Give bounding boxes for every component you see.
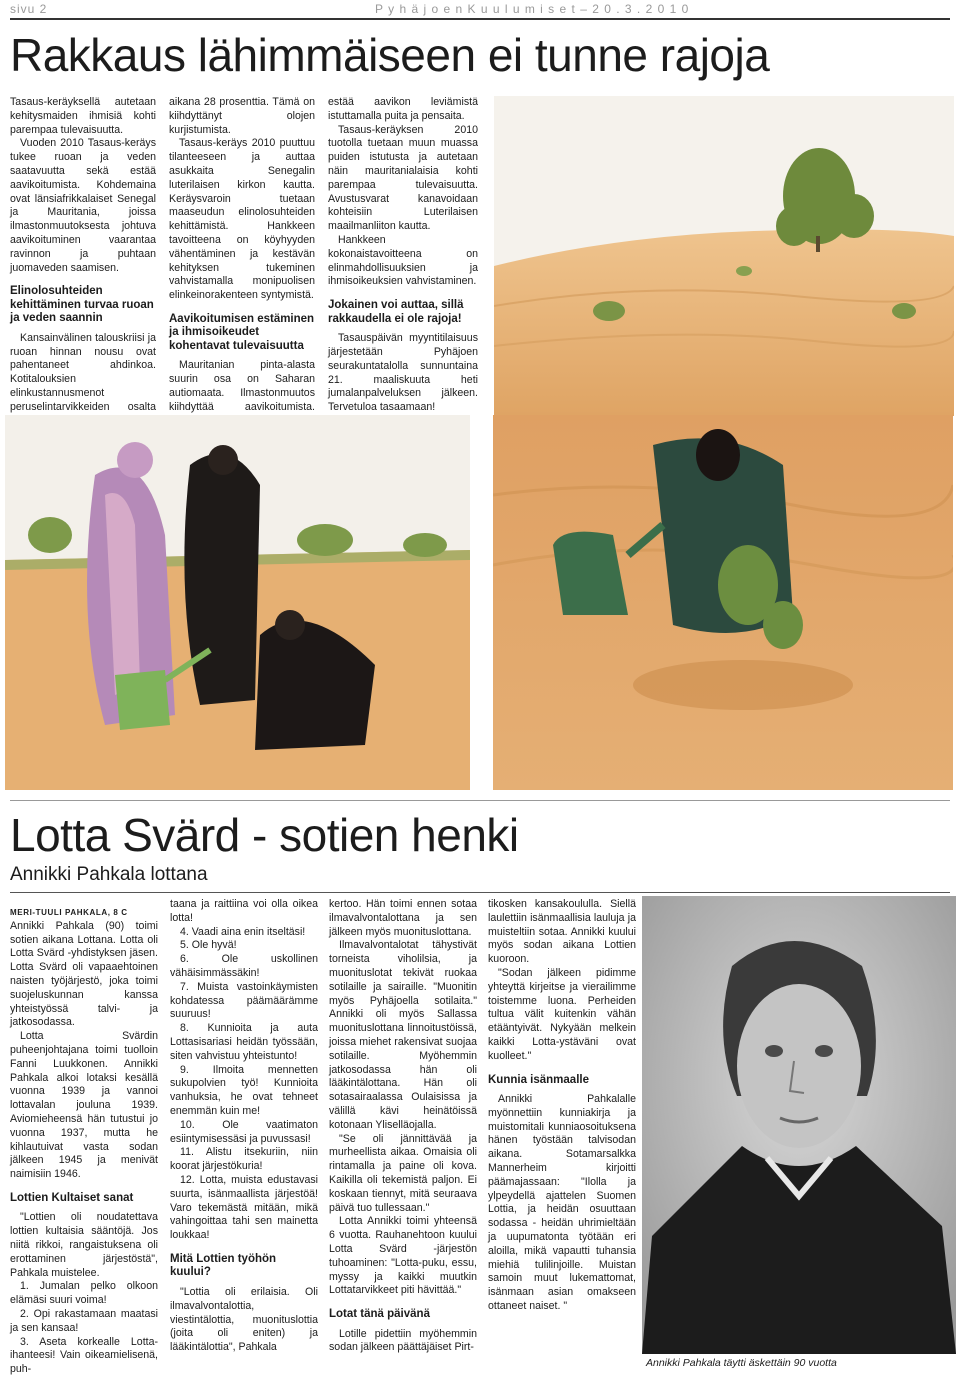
article2-paragraph: Annikki Pahkala (90) toimi sotien aikana Lottana. Lotta oli Lotta Svärd -yhdistyksen jäsen. Lotta Svärd oli vapaaehtoinen naisten työjärjestö, joka toimi suojeluskunnan kanssa yhteistyössä talvi- ja jatkosodassa. [10, 919, 158, 1029]
article1-paragraph: Hankkeen kokonaistavoitteena on elinmahdollisuuksien ja ihmisoikeuksien vahvistaminen. [328, 233, 478, 288]
article1-paragraph: Mauritanian pinta-alasta suurin osa on Saharan autiomaata. Ilmastonmuutos kiihdyttää aavikoitumista. [169, 359, 315, 413]
article2-col2 [170, 898, 318, 1355]
article1-paragraph: aikana 28 prosenttia. Tämä on kiihdyttänyt olojen kurjistumista. [169, 96, 315, 136]
desert-photo [494, 96, 954, 416]
article2-col4 [488, 898, 636, 1314]
article2-paragraph: Annikki Pahkalalle myönnettiin kunniakirja ja muistomitali kunniaosoituksena hänen työstään talvisodan aikana. Sotamarsalkka Mannerheim kirjoitti päämajassaan: "Ilolla ja ylpeydellä ajattelen Suomen Lottia, ja heidän osuuttaan sodassa - heidän uhrimieltään ja uupumatonta työtään eri aloilla, mikä vapautti tuhansia miehiä tulilinjoille. Muistan samoin muut lukemattomat, isänmaan asian omakseen ottaneet naiset. " [488, 1093, 636, 1313]
article1-paragraph: estää aavikon leviämistä istuttamalla puita ja pensaita. [328, 96, 478, 122]
rule-item: taana ja raittiina voi olla oikea lotta! [170, 898, 318, 924]
article2-paragraph: Lotta Svärdin puheenjohtajana toimi tuolloin Fanni Luukkonen. Annikki Pahkala alkoi lotaksi kesällä vuonna 1939 ja vannoi lottavalan jouluna 1939. Aviomieheensä hän tutustui jo vuonna 1937, mutta he kihlautuivat vasta sodan jälkeen 1945 ja menivät naimisiin 1946. [10, 1030, 158, 1181]
article2-subheading: Mitä Lottien työhön kuului? [170, 1252, 277, 1279]
rule-item: 12. Lotta, muista edustavasi suurta, isänmaallista järjestöä! Varo tekemästä mitään, mikä vahingoittaa tahi sen mainetta loukkaa! [170, 1173, 318, 1242]
article2-subheading: Lotat tänä päivänä [329, 1308, 430, 1321]
women-planting-photo [5, 415, 470, 790]
rule-item: 6. Ole uskollinen vähäisimmässäkin! [170, 953, 318, 979]
portrait-caption: Annikki Pahkala täytti äskettäin 90 vuotta [646, 1357, 837, 1369]
article1-paragraph: Tasauspäivän myyntitilaisuus järjestetään Pyhäjoen seurakuntatalolla sunnuntaina 21. maaliskuuta heti jumalanpalveluksen jälkeen. Tervetuloa tasaamaan! [328, 332, 478, 414]
article2-paragraph: kertoo. Hän toimi ennen sotaa ilmavalvontalottana ja sen jälkeen myös muonituslottana. [329, 898, 477, 938]
article2-paragraph: Lotille pidettiin myöhemmin sodan jälkeen päättäjäiset Pirt- [329, 1327, 477, 1354]
article2-rule [10, 892, 950, 893]
article2-paragraph: "Sodan jälkeen pidimme yhteyttä kirjeitse ja vierailimme toistemme luona. Perheiden tultua välit kuitenkin vähän etääntyivät. Nykyään melkein kaikki Lotta-ystäväni ovat kuolleet." [488, 966, 636, 1062]
article2-paragraph: tikosken kansakoululla. Siellä laulettiin isänmaallisia lauluja ja muisteltiin sotaa. Annikki kuului myös sodan aikana Lottien kuoroon. [488, 898, 636, 966]
article2-paragraph: "Lottien oli noudatettava lottien kultaisia sääntöjä. Jos niitä rikkoi, rangaistuksena oli erottaminen järjestöstä", Pahkala muistelee. [10, 1211, 158, 1279]
article1-paragraph: Vuoden 2010 Tasaus-keräys tukee ruoan ja veden saatavuutta sekä estää aavikoitumista. Kohdemaina ovat länsiafrikkalaiset Senegal ja Mauritania, joissa ilmastonmuutoksesta johtuva aavikoituminen vaarantaa ravinnon ja puhtaan juomaveden saamisen. [10, 137, 156, 274]
section-rule [10, 800, 950, 801]
rule-item: 9. Ilmoita mennetten sukupolvien työ! Kunnioita vanhuksia, he ovat tehneet enemmän kuin me! [170, 1063, 318, 1117]
article1-subheading: Aavikoitumisen estäminen ja ihmisoikeudet kohentavat tulevaisuutta [169, 312, 315, 352]
rule-item: 10. Ole vaatimaton esiintymisessäsi ja puvussasi! [170, 1118, 318, 1145]
rule-item: 7. Muista vastoinkäymisten kohdatessa päämäärämme suuruus! [170, 980, 318, 1021]
article1-col3 [328, 96, 478, 415]
rule-item: 2. Opi rakastamaan maatasi ja sen kansaa! [10, 1308, 158, 1334]
article2-subheading: Lottien Kultaiset sanat [10, 1191, 134, 1204]
article2-subtitle: Annikki Pahkala lottana [10, 864, 208, 885]
article1-paragraph: Kansainvälinen talouskriisi ja ruoan hinnan nousu ovat pahentaneet ahdinkoa. Kotitalouksien elinkustannusmenot peruselintarvikkeiden osalta [10, 331, 156, 413]
article2-col3 [329, 898, 477, 1355]
page-number: sivu 2 [10, 2, 48, 16]
article1-col2 [169, 96, 315, 428]
rule-item: 4. Vaadi aina enin itseltäsi! [180, 925, 306, 938]
article1-subheading: Jokainen voi auttaa, sillä rakkaudella ei ole rajoja! [328, 299, 464, 325]
rule-item: 11. Alistu itsekuriin, niin koorat järjestökuria! [170, 1146, 318, 1173]
article1-paragraph: Tasaus-keräys 2010 puuttuu tilanteeseen ja auttaa asukkaita Senegalin luterilaisen kirkon kautta. Keräysvaroin tuetaan maaseudun elinolosuhteiden kehittämistä. Hankkeen tavoitteena on köyhyyden vähentäminen ja kestävän kehityksen tukeminen vahvistamalla monipuolisen elinkeinorakenteen syntymistä. [169, 137, 315, 302]
header-rule [10, 18, 950, 20]
article2-subheading: Kunnia isänmaalle [488, 1073, 589, 1086]
rule-item: 5. Ole hyvä! [180, 939, 237, 952]
portrait-photo [642, 896, 956, 1354]
article1-lead: Tasaus-keräyksellä autetaan kehitysmaiden ihmisiä kohti parempaa tulevaisuutta. [10, 96, 156, 136]
rule-item: 1. Jumalan pelko olkoon elämäsi suuri voima! [10, 1280, 158, 1307]
paper-date: P y h ä j o e n K u u l u m i s e t – 2 0 . 3 . 2 0 1 0 [375, 2, 690, 16]
article2-col1 [10, 906, 158, 1377]
article2-title: Lotta Svärd - sotien henki [10, 809, 519, 861]
rule-item: 8. Kunnioita ja auta Lottasisariasi heidän työssään, siten vahvistuu yhteistunto! [170, 1022, 318, 1062]
article1-subheading: Elinolosuhteiden kehittäminen turvaa ruoan ja veden saannin [10, 285, 154, 325]
article2-paragraph: "Se oli jännittävää ja murheellista aikaa. Omaisia oli rintamalla ja paine oli kova. Kaikilla oli tekemistä paljon. Ei koskaan tiennyt, mitä seuraava päivä tuo tullessaan." [329, 1132, 477, 1214]
article2-paragraph: Lotta Annikki toimi yhteensä 6 vuotta. Rauhanehtoon kuului Lotta Svärd -järjestön tuhoaminen: "Lotta-puku, essu, myssy ja kaikki muutkin Lottatarvikkeet piti hävittää." [329, 1215, 477, 1297]
article1-col1 [10, 96, 156, 442]
article2-paragraph: Ilmavalvontalotat tähystivät torneista viholilsia, ja muonituslotat tekivät ruokaa sotilaille ja sairaille. "Muonitin myös Pyhäjoella sotilaita." Annikki oli myös Sallassa muonituslottana linnoitustöissä, joissa miehet rakensivat suojaa sotilaille. Myöhemmin jatkosodassa hän oli lääkintälottana. Hän oli sotasairaalassa Oulaisissa ja välillä kävi heinätöissä kotonaan Yliselläojalla. [329, 939, 477, 1131]
article1-title: Rakkaus lähimmäiseen ei tunne rajoja [10, 29, 770, 81]
man-planting-photo [493, 415, 953, 790]
rule-item: 3. Aseta korkealle Lotta-ihanteesi! Vain oikeamielisenä, puh- [10, 1335, 158, 1376]
article2-paragraph: "Lottia oli erilaisia. Oli ilmavalvontalottia, viestintälottia, muonituslottia (joita oli eniten) ja lääkintälottia", Pahkala [170, 1285, 318, 1354]
byline: MERI-TUULI PAHKALA, 8 C [10, 908, 128, 917]
article1-paragraph: Tasaus-keräyksen 2010 tuotolla tuetaan muun muassa puiden istutusta ja autetaan näin mauritanialaisia kohti parempaa tulevaisuutta. Avustusvarat kanavoidaan kohteisiin Luterilaisen maailmanliiton kautta. [328, 123, 478, 233]
